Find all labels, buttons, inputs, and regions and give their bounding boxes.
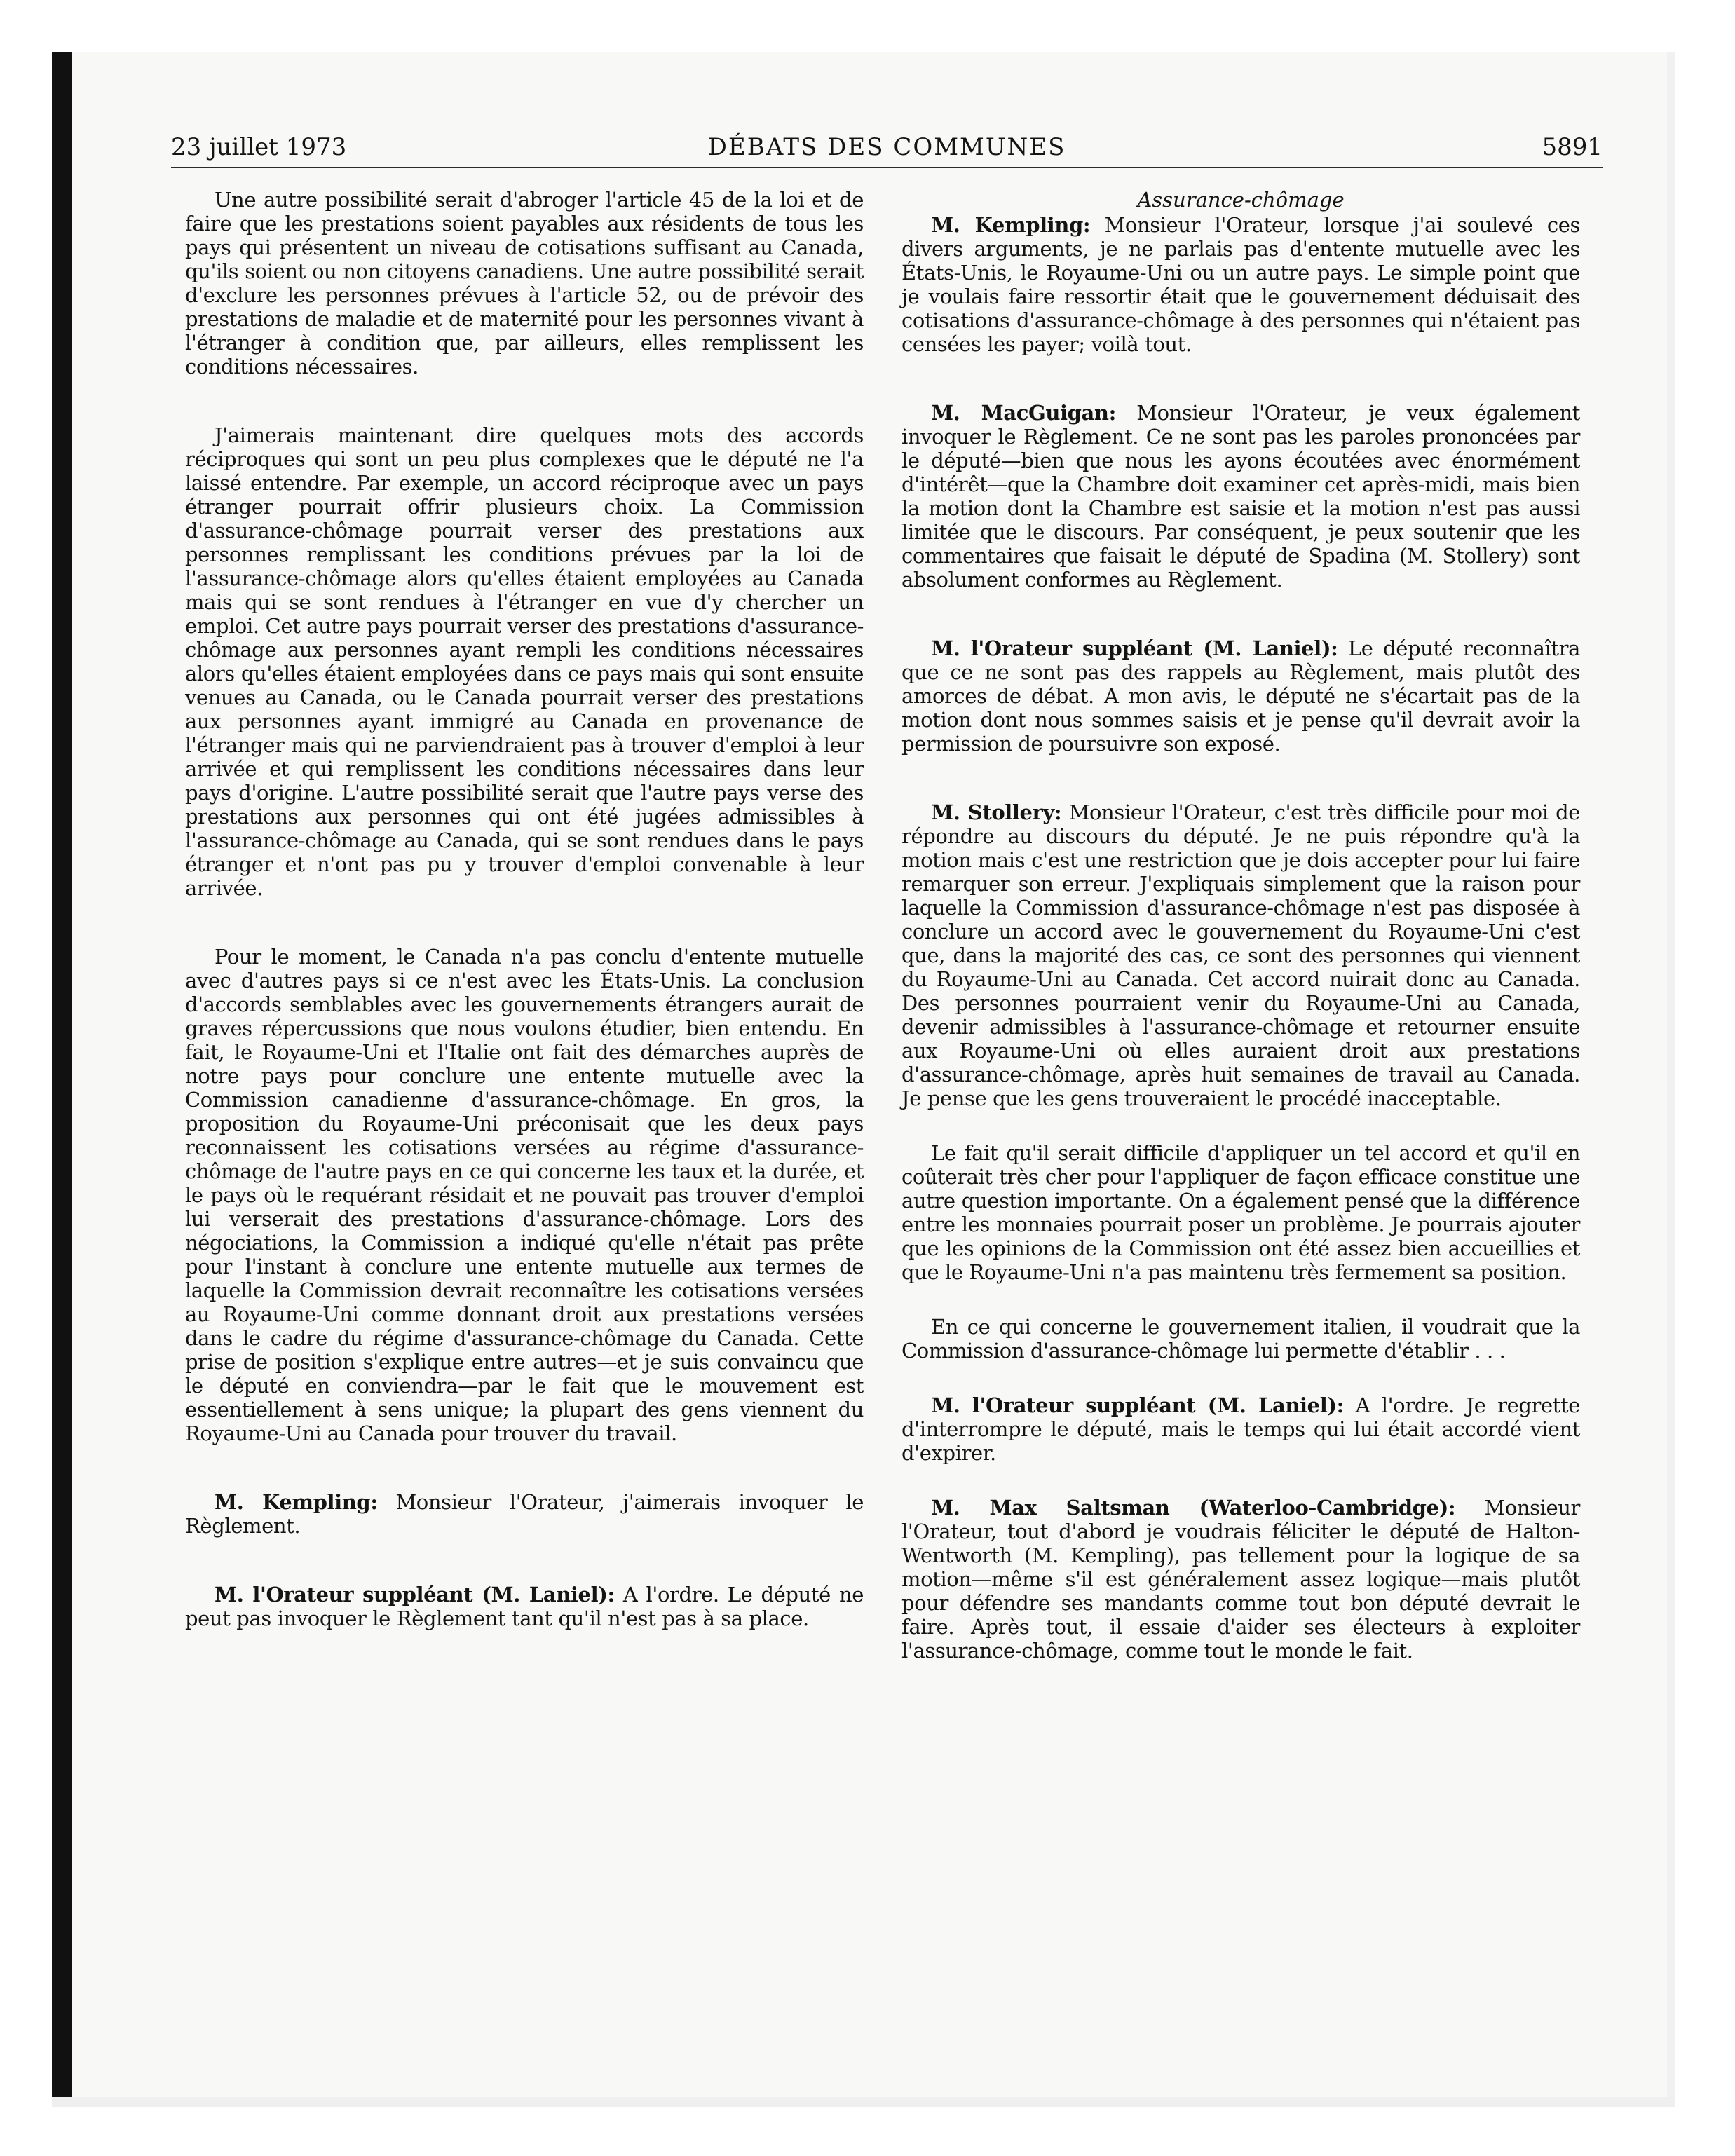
paragraph-text: Monsieur l'Orateur, tout d'abord je voudrais féliciter le député de Halton-Wentworth (M. Kempling), pas tellement pour la logique de sa motion—même s'il est généralement assez logique—mais plutôt pour défendre ses mandants comme tout bon député devrait le faire. Après tout, il essaie d'aider ses électeurs à exploiter l'assurance-chômage, comme tout le monde le fait. — [901, 1496, 1580, 1663]
paragraph — [185, 945, 864, 1445]
speaker-name: M. MacGuigan: — [931, 401, 1116, 425]
speaker-name: M. Stollery: — [931, 800, 1062, 824]
paragraph-text: Monsieur l'Orateur, c'est très difficile pour moi de répondre au discours du député. Je ne puis répondre qu'à la motion mais c'est une restriction que je dois accepter pour lui faire remarquer son erreur. J'expliquais simplement que la raison pour laquelle la Commission d'assurance-chômage n'est pas disposée à conclure un accord avec le gouvernement du Royaume-Uni c'est que, dans la majorité des cas, ce sont des personnes qui viennent du Royaume-Uni au Canada. Cet accord nuirait donc au Canada. Des personnes pourraient venir du Royaume-Uni au Canada, devenir admissibles à l'assurance-chômage et retourner ensuite aux Royaume-Uni où elles auraient droit aux prestations d'assurance-chômage, après huit semaines de travail au Canada. Je pense que les gens trouveraient le procédé inacceptable. — [901, 800, 1581, 1110]
paragraph — [185, 1490, 864, 1538]
speaker-name: M. l'Orateur suppléant (M. Laniel): — [931, 1393, 1344, 1417]
paragraph — [901, 213, 1580, 356]
speaker-name: M. Kempling: — [931, 213, 1091, 237]
scan-border-bottom — [52, 2097, 1675, 2107]
scan-border-left — [52, 52, 72, 2104]
section-title: Assurance-chômage — [1137, 188, 1345, 212]
paragraph-text: A l'ordre. Le député ne peut pas invoquer le Règlement tant qu'il n'est pas à sa place. — [185, 1583, 864, 1630]
publication-title: DÉBATS DES COMMUNES — [707, 133, 1066, 161]
paragraph — [185, 423, 864, 900]
page-header — [171, 133, 1603, 168]
left-column — [185, 188, 864, 1675]
paragraph — [901, 1496, 1580, 1663]
paragraph-text: Le député reconnaîtra que ce ne sont pas des rappels au Règlement, mais plutôt des amorces de débat. A mon avis, le député ne s'écartait pas de la motion dont nous sommes saisis et je pense qu'il devrait avoir la permission de poursuivre son exposé. — [901, 636, 1580, 756]
paragraph — [901, 1393, 1580, 1465]
speaker-name: M. l'Orateur suppléant (M. Laniel): — [215, 1583, 615, 1606]
paragraph — [901, 636, 1580, 756]
paragraph-text: Monsieur l'Orateur, je veux également invoquer le Règlement. Ce ne sont pas les paroles prononcées par le député—bien que nous les ayons écoutées avec énormément d'intérêt—que la Chambre doit examiner cet après-midi, mais bien la motion dont la Chambre est saisie et la motion n'est pas aussi limitée que le discours. Par conséquent, je peux soutenir que les commentaires que faisait le député de Spadina (M. Stollery) sont absolument conformes au Règlement. — [901, 401, 1580, 592]
paragraph-text: En ce qui concerne le gouvernement italien, il voudrait que la Commission d'assurance-chômage lui permette d'établir . . . — [901, 1315, 1580, 1363]
header-rule — [171, 167, 1603, 168]
paragraph — [901, 1315, 1580, 1363]
paragraph — [901, 1141, 1580, 1284]
paragraph-text: Pour le moment, le Canada n'a pas conclu d'entente mutuelle avec d'autres pays si ce n'est avec les États-Unis. La conclusion d'accords semblables avec les gouvernements étrangers aurait de graves répercussions que nous voulons étudier, bien entendu. En fait, le Royaume-Uni et l'Italie ont fait des démarches auprès de notre pays pour conclure une entente mutuelle avec la Commission canadienne d'assurance-chômage. En gros, la proposition du Royaume-Uni préconisait que les deux pays reconnaissent les cotisations versées au régime d'assurance-chômage de l'autre pays en ce qui concerne les taux et la durée, et le pays où le requérant résidait et ne pouvait pas trouver d'emploi lui verserait des prestations d'assurance-chômage. Lors des négociations, la Commission a indiqué qu'elle n'était pas prête pour l'instant à conclure une entente mutuelle aux termes de laquelle la Commission devrait reconnaître les cotisations versées au Royaume-Uni comme donnant droit aux prestations versées dans le cadre du régime d'assurance-chômage du Canada. Cette prise de position s'explique entre autres—et je suis convaincu que le député en conviendra—par le fait que le mouvement est essentiellement à sens unique; la plupart des gens viennent du Royaume-Uni au Canada pour trouver du travail. — [185, 945, 864, 1445]
header-date: 23 juillet 1973 — [171, 133, 347, 161]
paragraph — [901, 401, 1580, 592]
paragraph-text: J'aimerais maintenant dire quelques mots des accords réciproques qui sont un peu plus complexes que le député ne l'a laissé entendre. Par exemple, un accord réciproque avec un pays étranger pourrait offrir plusieurs choix. La Commission d'assurance-chômage pourrait verser des prestations aux personnes remplissant les conditions prévues par la loi de l'assurance-chômage alors qu'elles étaient employées au Canada mais qui se sont rendues à l'étranger en vue d'y chercher un emploi. Cet autre pays pourrait verser des prestations d'assurance-chômage aux personnes ayant rempli les conditions nécessaires alors qu'elles étaient employées dans ce pays mais qui sont ensuite venues au Canada, ou le Canada pourrait verser des prestations aux personnes ayant immigré au Canada en provenance de l'étranger mais qui ne parviendraient pas à trouver d'emploi à leur arrivée et qui remplissent les conditions nécessaires dans leur pays d'origine. L'autre possibilité serait que l'autre pays verse des prestations aux personnes qui ont été jugées admissibles à l'assurance-chômage au Canada, qui se sont rendues dans le pays étranger et n'ont pas pu y trouver d'emploi convenable à leur arrivée. — [185, 423, 864, 900]
right-column — [901, 188, 1580, 1693]
paragraph-text: A l'ordre. Je regrette d'interrompre le député, mais le temps qui lui était accordé vient d'expirer. — [901, 1393, 1580, 1465]
scan-border-right — [1667, 52, 1675, 2104]
speaker-name: M. Max Saltsman (Waterloo-Cambridge): — [931, 1496, 1456, 1520]
page-number: 5891 — [1542, 133, 1603, 161]
speaker-name: M. Kempling: — [215, 1490, 378, 1514]
paragraph — [185, 1583, 864, 1630]
paragraph-text: Une autre possibilité serait d'abroger l'article 45 de la loi et de faire que les prestations soient payables aux résidents de tous les pays qui présentent un niveau de cotisations suffisant au Canada, qu'ils soient ou non citoyens canadiens. Une autre possibilité serait d'exclure les personnes prévues à l'article 52, ou de prévoir des prestations de maladie et de maternité pour les personnes vivant à l'étranger à condition que, par ailleurs, elles remplissent les conditions nécessaires. — [185, 188, 864, 378]
paragraph — [901, 800, 1580, 1110]
paragraph — [185, 188, 864, 378]
speaker-name: M. l'Orateur suppléant (M. Laniel): — [931, 636, 1338, 660]
paragraph-text: Monsieur l'Orateur, j'aimerais invoquer le Règlement. — [185, 1490, 864, 1538]
paragraph-text: Le fait qu'il serait difficile d'appliquer un tel accord et qu'il en coûterait très cher pour l'appliquer de façon efficace constitue une autre question importante. On a également pensé que la différence entre les monnaies pourrait poser un problème. Je pourrais ajouter que les opinions de la Commission ont été assez bien accueillies et que le Royaume-Uni n'a pas maintenu très fermement sa position. — [901, 1141, 1580, 1284]
paragraph-text: Monsieur l'Orateur, lorsque j'ai soulevé ces divers arguments, je ne parlais pas d'entente mutuelle avec les États-Unis, le Royaume-Uni ou un autre pays. Le simple point que je voulais faire ressortir était que le gouvernement déduisait des cotisations d'assurance-chômage à des personnes qui n'étaient pas censées les payer; voilà tout. — [901, 213, 1580, 356]
